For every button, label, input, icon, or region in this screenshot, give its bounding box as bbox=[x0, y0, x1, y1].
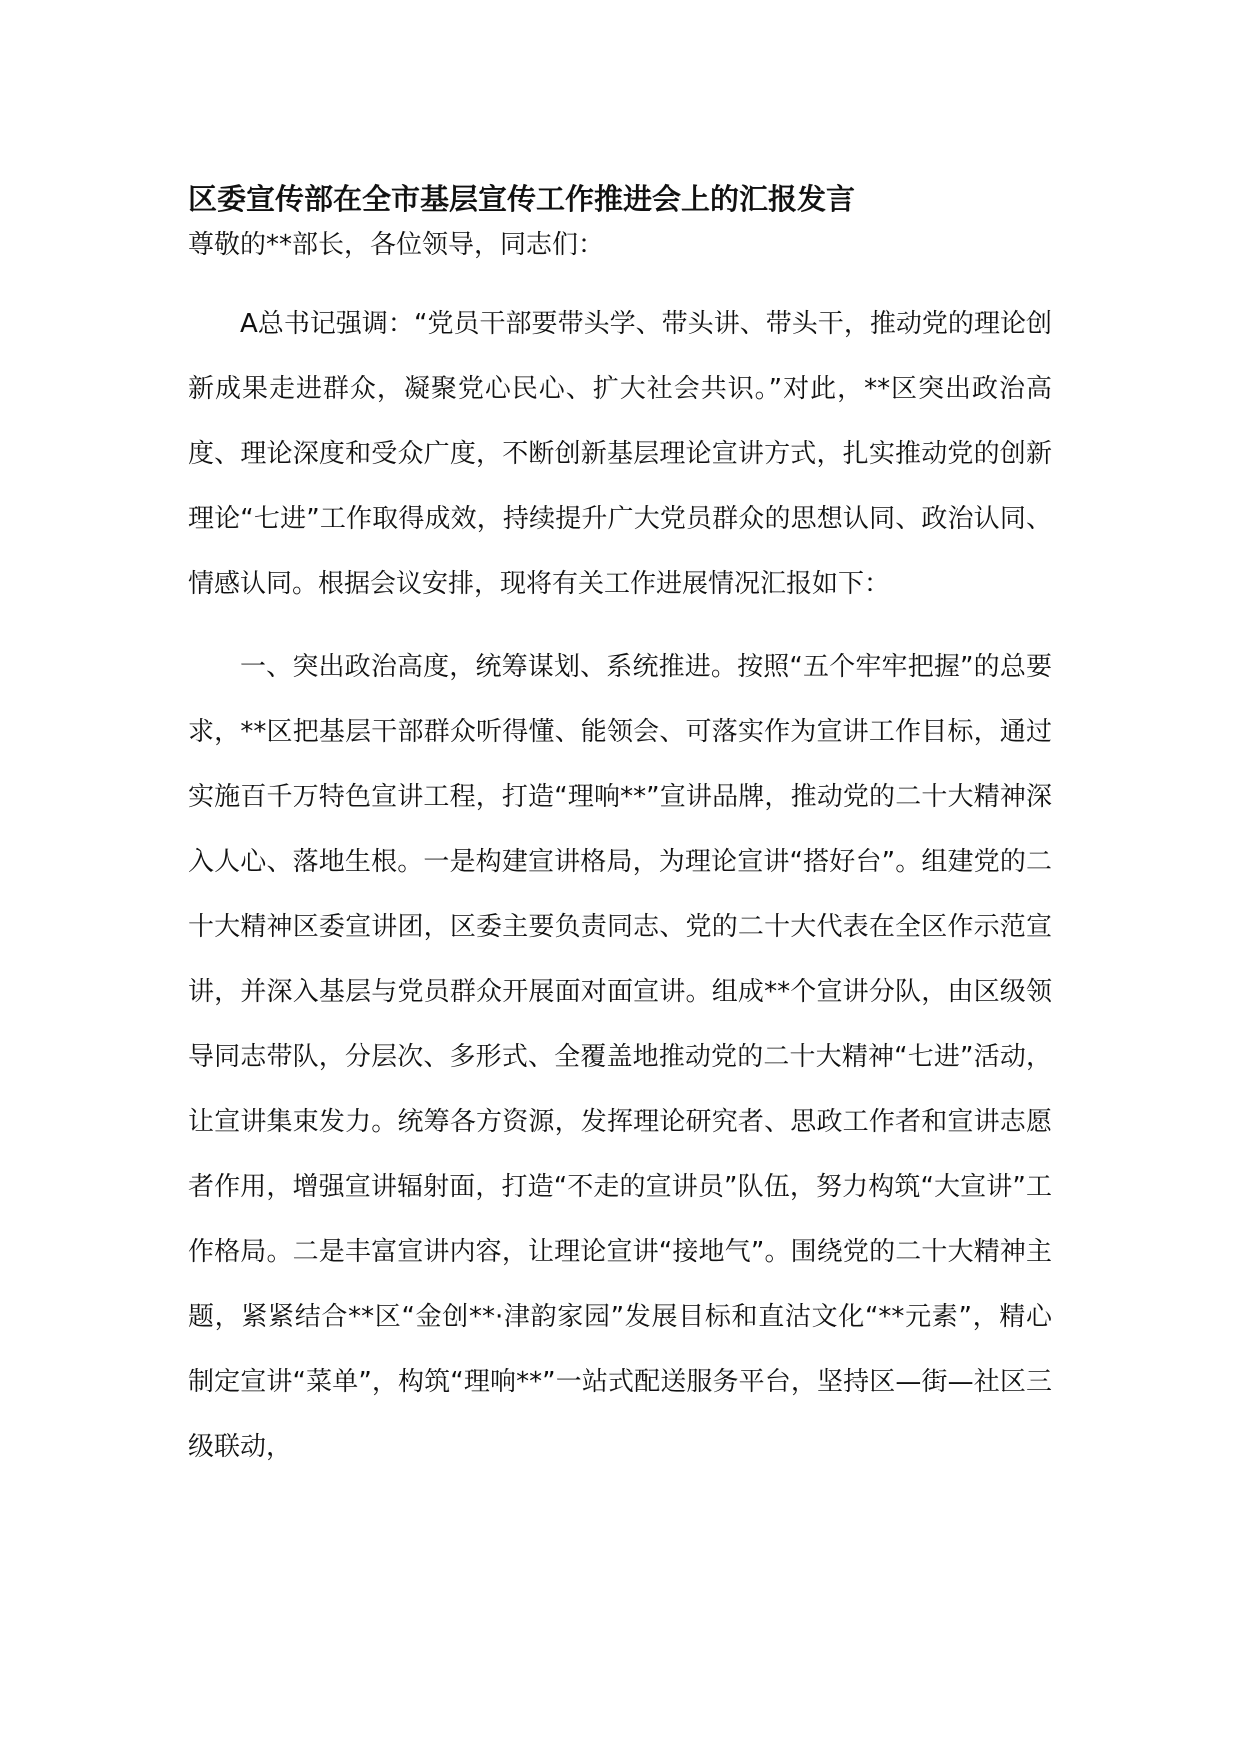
paragraph-section-one: 一、突出政治高度，统筹谋划、系统推进。按照“五个牢牢把握”的总要求，**区把基层干部群众听得懂、能领会、可落实作为宣讲工作目标，通过实施百千万特色宣讲工程，打造“理响**”宣讲品牌，推动党的二十大精神深入人心、落地生根。一是构建宣讲格局，为理论宣讲“搭好台”。组建党的二十大精神区委宣讲团，区委主要负责同志、党的二十大代表在全区作示范宣讲，并深入基层与党员群众开展面对面宣讲。组成**个宣讲分队，由区级领导同志带队，分层次、多形式、全覆盖地推动党的二十大精神“七进”活动，让宣讲集束发力。统筹各方资源，发挥理论研究者、思政工作者和宣讲志愿者作用，增强宣讲辐射面，打造“不走的宣讲员”队伍，努力构筑“大宣讲”工作格局。二是丰富宣讲内容，让理论宣讲“接地气”。围绕党的二十大精神主题，紧紧结合**区“金创**·津韵家园”发展目标和直沽文化“**元素”，精心制定宣讲“菜单”，构筑“理响**”一站式配送服务平台，坚持区—街—社区三级联动， bbox=[188, 652, 1052, 1462]
document-body bbox=[188, 176, 1052, 1498]
document-title: 区委宣传部在全市基层宣传工作推进会上的汇报发言 bbox=[188, 182, 856, 216]
paragraph-intro: A总书记强调：“党员干部要带头学、带头讲、带头干，推动党的理论创新成果走进群众，凝聚党心民心、扩大社会共识。”对此，**区突出政治高度、理论深度和受众广度，不断创新基层理论宣讲方式，扎实推动党的创新理论“七进”工作取得成效，持续提升广大党员群众的思想认同、政治认同、情感认同。根据会议安排，现将有关工作进展情况汇报如下： bbox=[188, 309, 1052, 599]
salutation: 尊敬的**部长，各位领导，同志们： bbox=[188, 230, 605, 260]
